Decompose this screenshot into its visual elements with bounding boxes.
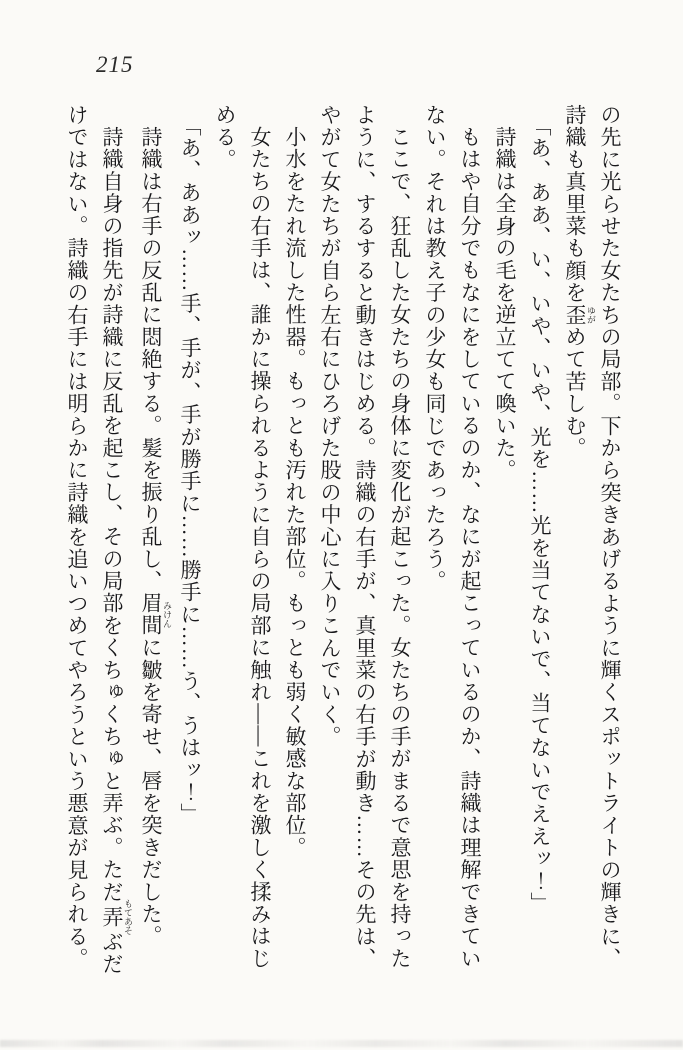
paragraph: 「あ、ああ、い、いや、いや、光を……光を当てないで、当てないでええッ！」	[528, 115, 552, 915]
paragraph: 女たちの右手は、誰かに操られるように自らの局部に触れ——これを激しく揉みはじめる。	[213, 104, 272, 970]
furigana-annotated-word: 弄 もてあそ	[100, 899, 133, 935]
page-number: 215	[96, 52, 134, 77]
scan-artifact-bottom	[0, 1040, 683, 1047]
page-text	[59, 104, 627, 980]
paragraph: もはや自分でもなにをしているのか、なにが起こっているのか、詩織は理解できていない。それは教え子の少女も同じであったろう。	[423, 104, 482, 970]
paragraph: 詩織は右手の反乱に悶絶する。髪を振り乱し、眉間 みけんに皺を寄せ、唇を突きだした。	[139, 126, 172, 948]
paragraph: 「あ、ああッ……手、手が、手が勝手に……勝手に……う、うはッ！」	[178, 115, 202, 826]
furigana-annotated-word: 歪 ゆが	[563, 303, 596, 327]
paragraph: ここで、狂乱した女たちの身体に変化が起こった。女たちの手がまるで意思を持ったように、するすると動きはじめる。詩織の右手が、真里菜の右手が動き……その先は、やがて女たちが自ら左右にひろげた股の中心に入りこんでいく。	[318, 104, 412, 970]
paragraph: 詩織自身の指先が詩織に反乱を起こし、その局部をくちゅくちゅと弄ぶ。ただ弄 もてあそぶだけではない。詩織の右手には明らかに詩織を追いつめてやろうという悪意が見られる。	[65, 104, 133, 976]
paragraph: 小水をたれ流した性器。もっとも汚れた部位。もっとも弱く敏感な部位。	[283, 126, 307, 859]
paragraph: 詩織は全身の毛を逆立てて喚いた。	[493, 126, 517, 482]
furigana-annotated-word: 眉間 みけん	[139, 592, 172, 637]
paragraph: の先に光らせた女たちの局部。下から突きあげるように輝くスポットライトの輝きに、詩織も真里菜も顔を歪 ゆがめて苦しむ。	[563, 104, 622, 970]
